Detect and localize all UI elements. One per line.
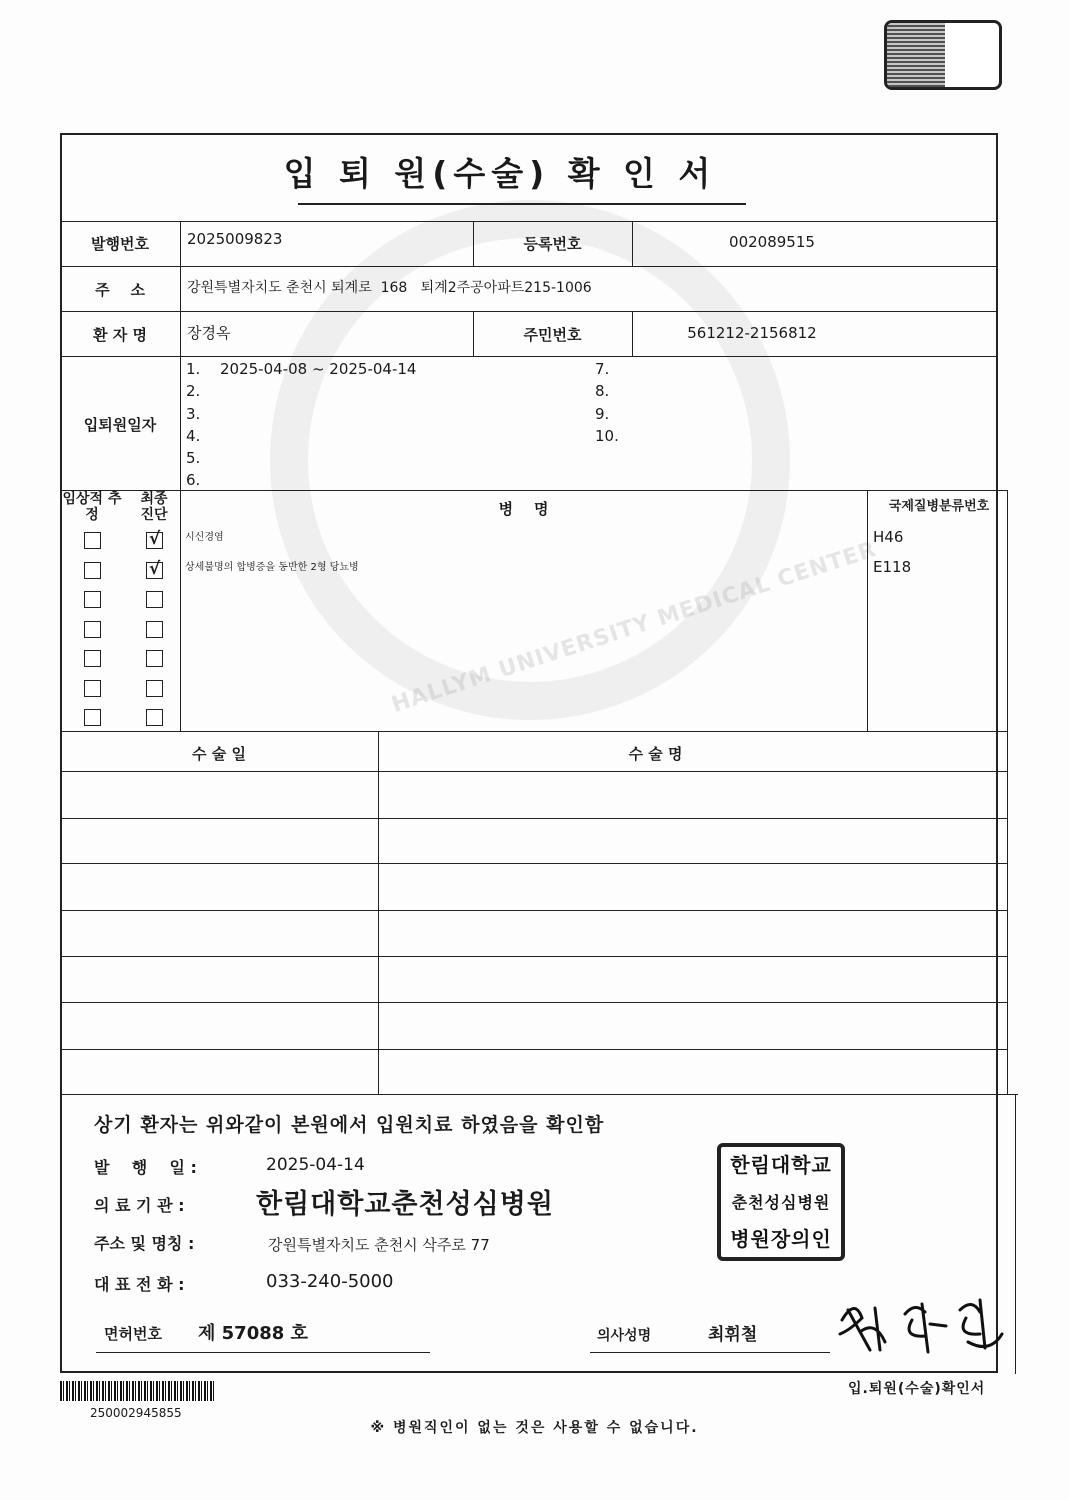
diagnosis-name: 시신경염	[185, 532, 224, 543]
doctor-underline	[590, 1352, 830, 1353]
surgery-row	[60, 863, 1008, 864]
surgery-name-header: 수 술 명	[628, 745, 683, 763]
icd-list	[873, 528, 993, 587]
final-diagnosis-checkbox[interactable]	[146, 680, 163, 697]
diagnosis-list	[185, 528, 855, 587]
surgery-row	[60, 771, 1008, 772]
diagnosis-name: 상세불명의 합병증을 동반한 2형 당뇨병	[185, 561, 359, 573]
document-title: 입 퇴 원(수술) 확 인 서	[283, 154, 717, 193]
hospital-seal	[717, 1143, 845, 1261]
final-diagnosis-checkbox[interactable]	[146, 709, 163, 726]
surgery-date-header: 수 술 일	[192, 745, 246, 763]
date-rows-right	[595, 360, 695, 449]
patient-value: 장경옥	[187, 324, 231, 342]
date-row-value: 2025-04-08 ~ 2025-04-14	[220, 360, 417, 378]
date-row	[186, 471, 586, 493]
reg-no-label: 등록번호	[523, 235, 582, 253]
corner-mark	[884, 20, 1002, 90]
institution-name: 한림대학교춘천성심병원	[256, 1189, 554, 1220]
col-line	[378, 731, 379, 1094]
clinical-estimate-checkbox[interactable]	[84, 709, 101, 726]
issue-no-label: 발행번호	[91, 235, 149, 253]
row-line	[60, 731, 1008, 732]
row-line	[60, 221, 998, 222]
institution-label: 의 료 기 관 :	[94, 1196, 185, 1215]
surgery-row	[60, 1002, 1008, 1003]
surgery-row	[60, 956, 1008, 957]
dates-label: 입퇴원일자	[83, 416, 157, 434]
title-underline	[298, 203, 746, 205]
row-line	[60, 311, 998, 312]
barcode	[60, 1381, 214, 1401]
phone-value: 033-240-5000	[266, 1271, 394, 1292]
license-label: 면허번호	[104, 1325, 162, 1343]
license-value: 제 57088 호	[198, 1323, 308, 1344]
confirmation-statement: 상기 환자는 위와같이 본원에서 입원치료 하였음을 확인함	[94, 1114, 605, 1136]
address-label: 주 소	[95, 281, 145, 299]
col-line	[1007, 731, 1008, 1094]
seal-line: 춘천성심병원	[731, 1193, 831, 1212]
row-line	[60, 356, 998, 357]
disease-name-header: 병 명	[498, 500, 549, 518]
address-name-label: 주소 및 명칭 :	[94, 1234, 195, 1253]
col-line	[1007, 490, 1008, 731]
hospital-address: 강원특별자치도 춘천시 삭주로 77	[268, 1236, 490, 1254]
surgery-row	[60, 818, 1008, 819]
surgery-row	[60, 1049, 1008, 1050]
seal-line: 한림대학교	[730, 1153, 832, 1177]
date-row-number: 4.	[186, 426, 201, 445]
clinical-estimate-checkbox[interactable]	[84, 621, 101, 638]
reg-no-value: 002089515	[729, 233, 815, 251]
date-row	[186, 427, 586, 449]
date-row-number: 2.	[186, 382, 201, 401]
icd-code: H46	[873, 528, 904, 546]
final-diagnosis-checkbox[interactable]: √	[146, 532, 163, 549]
col-line	[180, 221, 181, 731]
date-row-number: 8.	[595, 382, 610, 401]
seal-line: 병원장의인	[730, 1227, 832, 1251]
address-value: 강원특별자치도 춘천시 퇴계로 168 퇴계2주공아파트215-1006	[187, 280, 592, 296]
final-diagnosis-checkbox[interactable]	[146, 621, 163, 638]
col-line	[867, 490, 868, 731]
date-row-number: 9.	[595, 404, 610, 423]
date-row	[186, 405, 586, 427]
date-row	[186, 382, 586, 404]
date-row-number: 5.	[186, 449, 201, 468]
surgery-row	[60, 1094, 1018, 1095]
final-diagnosis-checkbox[interactable]: √	[146, 562, 163, 579]
document-name-small: 입.퇴원(수술)확인서	[848, 1381, 986, 1397]
doctor-name: 최휘철	[708, 1325, 758, 1345]
resident-no-label: 주민번호	[523, 326, 582, 344]
clinical-estimate-checkbox[interactable]	[84, 650, 101, 667]
patient-label: 환 자 명	[93, 326, 147, 344]
col-line	[1015, 1094, 1016, 1374]
issue-date-label: 발 행 일 :	[94, 1158, 197, 1177]
resident-no-value: 561212-2156812	[687, 324, 817, 342]
clinical-est-label: 임상적 추정	[62, 491, 122, 523]
final-diagnosis-checkbox[interactable]	[146, 591, 163, 608]
date-row-number: 7.	[595, 360, 610, 378]
barcode-number: 250002945855	[90, 1406, 182, 1420]
clinical-estimate-checkbox[interactable]	[84, 591, 101, 608]
clinical-estimate-checkbox[interactable]	[84, 680, 101, 697]
date-rows	[186, 360, 586, 494]
date-row-number: 10.	[595, 426, 619, 445]
license-underline	[96, 1352, 430, 1353]
date-row	[186, 449, 586, 471]
date-row-number: 3.	[186, 404, 201, 423]
clinical-estimate-checkbox[interactable]	[84, 562, 101, 579]
icd-code: E118	[873, 557, 912, 576]
clinical-estimate-checkbox[interactable]	[84, 532, 101, 549]
row-line	[60, 266, 998, 267]
seal-notice: ※ 병원직인이 없는 것은 사용할 수 없습니다.	[370, 1420, 699, 1436]
final-diag-label: 최종 진단	[140, 491, 168, 523]
watermark-text: HALLYM UNIVERSITY MEDICAL CENTER	[388, 537, 880, 718]
issue-date-value: 2025-04-14	[266, 1155, 365, 1175]
doctor-signature	[830, 1290, 1010, 1360]
date-row-number: 6.	[186, 471, 201, 490]
phone-label: 대 표 전 화 :	[94, 1275, 185, 1294]
icd-header: 국제질병분류번호	[888, 499, 990, 514]
final-diagnosis-checkbox[interactable]	[146, 650, 163, 667]
checkbox-column	[84, 529, 174, 739]
doctor-label: 의사성명	[597, 1328, 652, 1344]
issue-no-value: 2025009823	[187, 230, 283, 248]
date-row	[186, 360, 586, 382]
date-row-number: 1.	[186, 360, 201, 378]
surgery-row	[60, 910, 1008, 911]
